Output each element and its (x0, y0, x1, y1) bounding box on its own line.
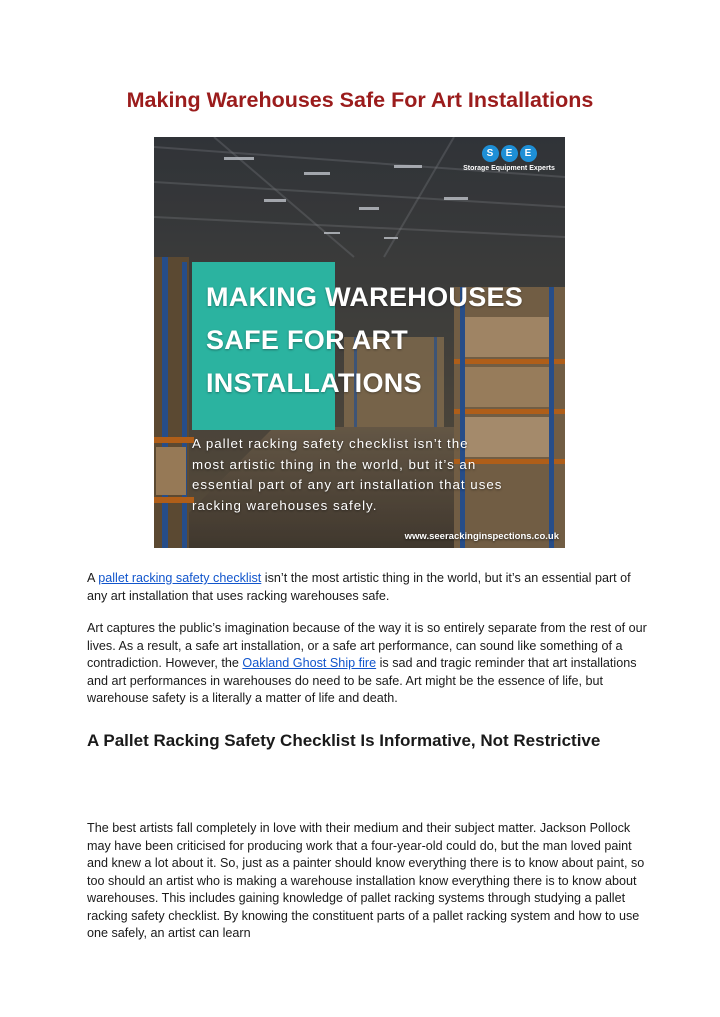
hero-subtext-line: most artistic thing in the world, but it’s an (192, 456, 477, 472)
hero-image (154, 137, 565, 548)
logo-letter-s: S (482, 145, 499, 162)
section-heading: A Pallet Racking Safety Checklist Is Informative, Not Restrictive (87, 731, 601, 750)
page-title: Making Warehouses Safe For Art Installations (126, 88, 594, 112)
logo-circles (459, 145, 559, 162)
hero-subtext-line: racking warehouses safely. (192, 497, 378, 513)
hero-subtext (192, 434, 562, 516)
intro-paragraph (87, 570, 647, 605)
intro-prefix: A (87, 571, 99, 585)
logo-letter-e1: E (501, 145, 518, 162)
pallet-racking-checklist-link[interactable]: pallet racking safety checklist (98, 571, 262, 585)
art-paragraph (87, 620, 647, 708)
oakland-ghost-ship-link[interactable]: Oakland Ghost Ship fire (242, 656, 377, 670)
intro-suffix: isn’t the most artistic thing in the world, but it’s an essential part of any art installation that uses racking warehouses safe. (87, 571, 631, 603)
see-logo (459, 145, 559, 172)
art-suffix: is sad and tragic reminder that art installations and art performances in warehouses do need to be safe. Art might be the essence of life, but warehouse safety is a literally a matter of life and death. (87, 656, 637, 705)
logo-letter-e2: E (520, 145, 537, 162)
hero-subtext-line: essential part of any art installation that uses (192, 477, 503, 492)
hero-url: www.seerackinginspections.co.uk (404, 531, 559, 542)
logo-tagline: Storage Equipment Experts (463, 165, 555, 172)
hero-heading-line: MAKING WAREHOUSES (206, 282, 524, 312)
art-prefix: Art captures the public’s imagination because of the way it is so entirely separate from the rest of our lives. As a result, a safe art installation, or a safe art performance, can sound like something of a contradiction. However, the (87, 621, 647, 670)
hero-heading-line: INSTALLATIONS (206, 368, 422, 398)
hero-heading (206, 276, 565, 405)
hero-heading-line: SAFE FOR ART (206, 325, 409, 355)
hero-subtext-line: A pallet racking safety checklist isn’t the (192, 436, 469, 451)
body-paragraph: The best artists fall completely in love with their medium and their subject matter. Jackson Pollock may have been criticised for producing work that a four-year-old could do, but the man loved paint and knew a lot about it. So, just as a painter should know everything there is to know about paint, so too should an artist who is making a warehouse installation know everything there is to know about warehouses. This includes gaining knowledge of pallet racking systems through studying a pallet racking safety checklist. By knowing the constituent parts of a pallet racking system and how to use one safely, an artist can learn (87, 821, 645, 940)
